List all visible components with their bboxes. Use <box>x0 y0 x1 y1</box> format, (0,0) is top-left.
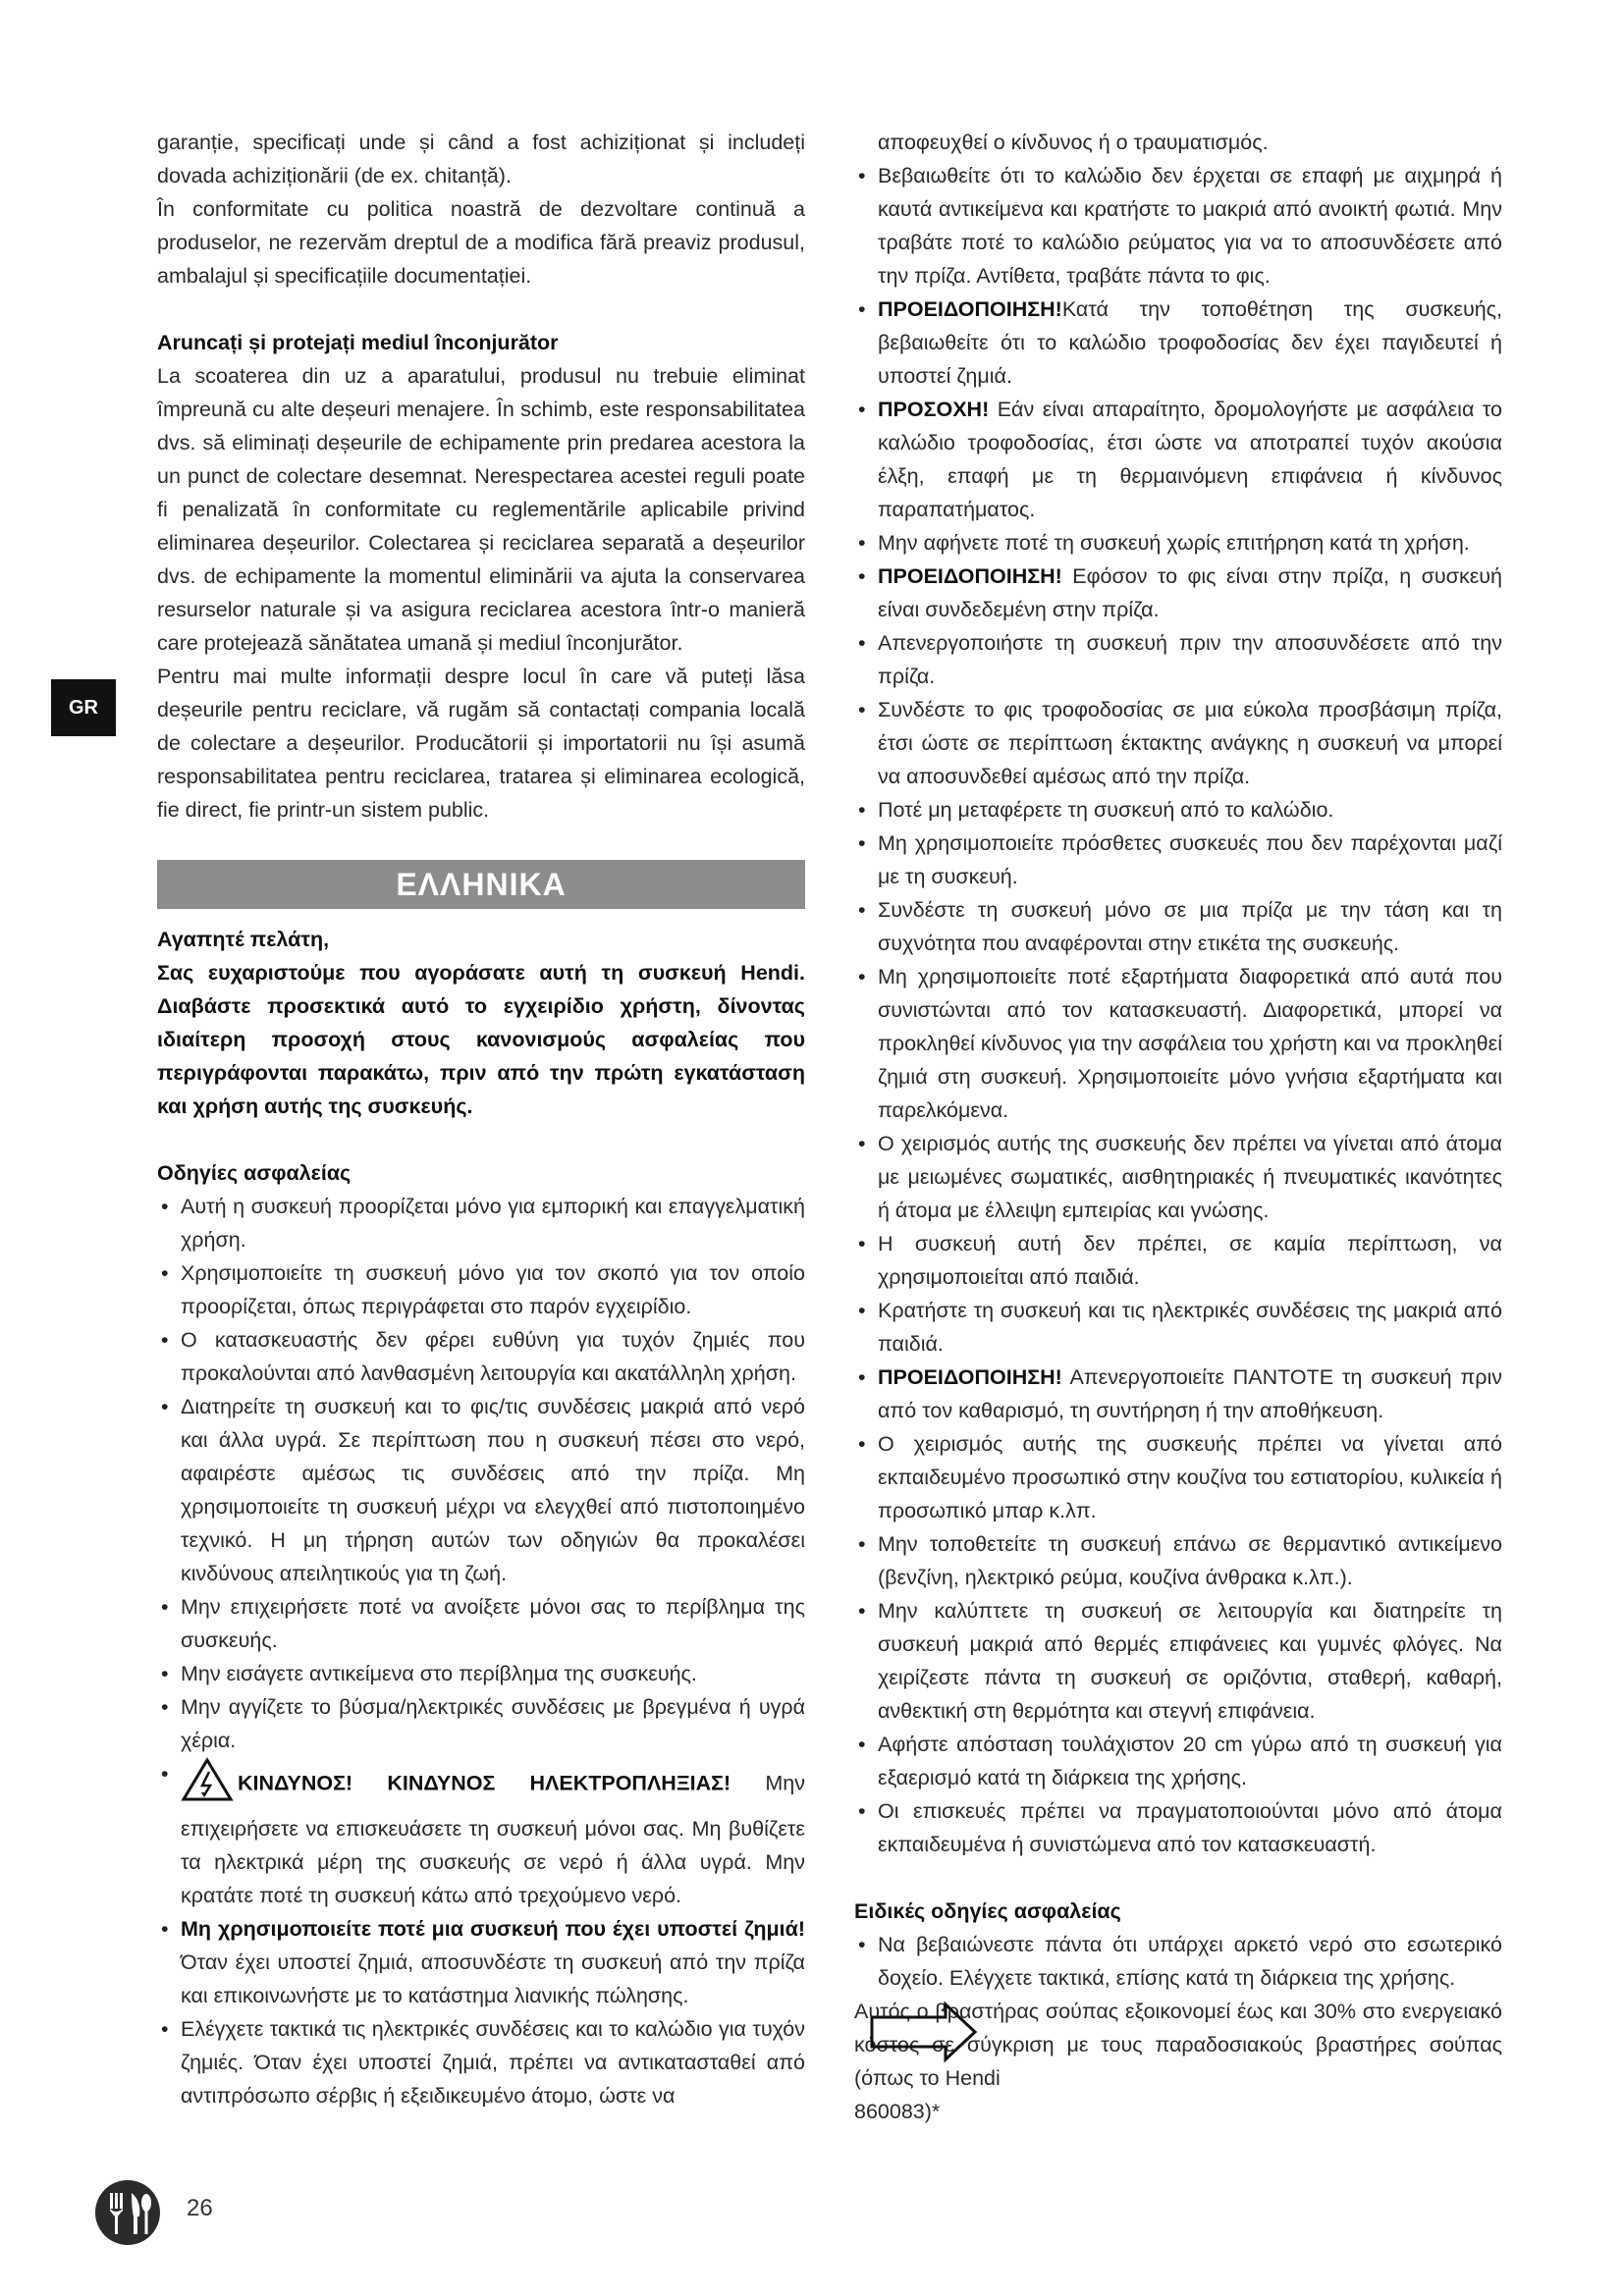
warning-text: Απενεργοποιείτε ΠΑΝΤΟΤΕ τη συσκευή πριν από τον καθαρισμό, τη συντήρηση ή την αποθήκευση. <box>878 1365 1502 1422</box>
list-item: • Χρησιμοποιείτε τη συσκευή μόνο για τον σκοπό για τον οποίο προορίζεται, όπως περιγράφεται στο παρόν εγχειρίδιο. <box>157 1256 805 1323</box>
danger-label: ΚΙΝΔΥΝΟΣ! ΚΙΝΔΥΝΟΣ ΗΛΕΚΤΡΟΠΛΗΞΙΑΣ! <box>238 1771 731 1795</box>
safety-list <box>157 1190 805 2112</box>
language-section-banner: ΕΛΛΗΝΙΚΑ <box>157 860 805 909</box>
list-item: • Διατηρείτε τη συσκευή και το φις/τις συνδέσεις μακριά από νερό και άλλα υγρά. Σε περίπτωση που η συσκευή πέσει στο νερό, αφαιρέστε αμέσως τις συνδέσεις από την πρίζα. Μη χρησιμοποιείτε τη συσκευή μέχρι να ελεγχθεί από πιστοποιημένο τεχνικό. Η μη τήρηση αυτών των οδηγιών θα προκαλέσει κινδύνους απειλητικούς για τη ζωή. <box>157 1390 805 1590</box>
continued-text: αποφευχθεί ο κίνδυνος ή ο τραυματισμός. <box>878 131 1269 154</box>
list-item: • Μην αφήνετε ποτέ τη συσκευή χωρίς επιτήρηση κατά τη χρήση. <box>854 526 1502 560</box>
model-reference: 860083)* <box>854 2100 941 2123</box>
special-safety-heading: Ειδικές οδηγίες ασφαλείας <box>854 1899 1121 1923</box>
warning-text: Εφόσον το φις είναι στην πρίζα, η συσκευή είναι συνδεδεμένη στην πρίζα. <box>878 564 1502 621</box>
list-item-danger <box>157 1757 805 1912</box>
list-item <box>157 1912 805 2012</box>
left-column <box>157 126 805 2112</box>
page-number: 26 <box>187 2195 213 2221</box>
list-item: • Οι επισκευές πρέπει να πραγματοποιούνται μόνο από άτομα εκπαιδευμένα ή συνιστώμενα από τον κατασκευαστή. <box>854 1794 1502 1861</box>
list-item: • Η συσκευή αυτή δεν πρέπει, σε καμία περίπτωση, να χρησιμοποιείται από παιδιά. <box>854 1227 1502 1294</box>
caution-label: ΠΡΟΣΟΧΗ! <box>878 398 990 421</box>
ro-paragraph-warranty: garanție, specificați unde și când a fost achiziționat și includeți dovada achiziționării (de ex. chitanță). <box>157 131 805 187</box>
list-item <box>854 393 1502 526</box>
list-item: • Συνδέστε το φις τροφοδοσίας σε μια εύκολα προσβάσιμη πρίζα, έτσι ώστε σε περίπτωση έκτακτης ανάγκης η συσκευή να μπορεί να αποσυνδεθεί αμέσως από την πρίζα. <box>854 693 1502 793</box>
list-item: • Κρατήστε τη συσκευή και τις ηλεκτρικές συνδέσεις της μακριά από παιδιά. <box>854 1294 1502 1361</box>
list-item: • Αυτή η συσκευή προορίζεται μόνο για εμπορική και επαγγελματική χρήση. <box>157 1190 805 1256</box>
damaged-device-label: Μη χρησιμοποιείτε ποτέ μια συσκευή που έχει υποστεί ζημιά! <box>181 1917 805 1941</box>
danger-text: Μην επιχειρήσετε να επισκευάσετε τη συσκευή μόνοι σας. Μη βυθίζετε τα ηλεκτρικά μέρη της συσκευής σε νερό ή άλλα υγρά. Μην κρατάτε ποτέ τη συσκευή κάτω από τρεχούμενο νερό. <box>181 1771 806 1907</box>
safety-list-continued <box>854 159 1502 1861</box>
list-item: • Μην εισάγετε αντικείμενα στο περίβλημα της συσκευής. <box>157 1657 805 1690</box>
energy-saving-note <box>854 1995 1502 2095</box>
damaged-device-text: Όταν έχει υποστεί ζημιά, αποσυνδέστε τη συσκευή από την πρίζα και επικοινωνήστε με το κατάστημα λιανικής πώλησης. <box>181 1950 805 2007</box>
warning-label: ΠΡΟΕΙΔΟΠΟΙΗΣΗ! <box>878 564 1062 588</box>
list-item: • Μην τοποθετείτε τη συσκευή επάνω σε θερμαντικό αντικείμενο (βενζίνη, ηλεκτρικό ρεύμα, κουζίνα άνθρακα κ.λπ.). <box>854 1527 1502 1594</box>
intro-paragraph: Σας ευχαριστούμε που αγοράσατε αυτή τη συσκευή Hendi. Διαβάστε προσεκτικά αυτό το εγχειρίδιο χρήστη, δίνοντας ιδιαίτερη προσοχή στους κανονισμούς ασφαλείας που περιγράφονται παρακάτω, πριν από την πρώτη εγκατάσταση και χρήση αυτής της συσκευής. <box>157 961 805 1118</box>
ro-disposal-heading: Aruncați și protejați mediul înconjurător <box>157 331 559 354</box>
warning-label: ΠΡΟΕΙΔΟΠΟΙΗΣΗ! <box>878 297 1062 321</box>
list-item: • Συνδέστε τη συσκευή μόνο σε μια πρίζα με την τάση και τη συχνότητα που αναφέρονται στην ετικέτα της συσκευής. <box>854 893 1502 960</box>
list-item: • Μη χρησιμοποιείτε πρόσθετες συσκευές που δεν παρέχονται μαζί με τη συσκευή. <box>854 827 1502 893</box>
warning-label: ΠΡΟΕΙΔΟΠΟΙΗΣΗ! <box>878 1365 1062 1389</box>
list-item: • Να βεβαιώνεστε πάντα ότι υπάρχει αρκετό νερό στο εσωτερικό δοχείο. Ελέγχετε τακτικά, επίσης κατά τη διάρκεια της χρήσης. <box>854 1928 1502 1995</box>
list-item: • Ο χειρισμός αυτής της συσκευής δεν πρέπει να γίνεται από άτομα με μειωμένες σωματικές, αισθητηριακές ή πνευματικές ικανότητες ή άτομα με έλλειψη εμπειρίας και γνώσης. <box>854 1127 1502 1227</box>
list-item: • Ο κατασκευαστής δεν φέρει ευθύνη για τυχόν ζημιές που προκαλούνται από λανθασμένη λειτουργία και ακατάλληλη χρήση. <box>157 1323 805 1390</box>
list-item: • Απενεργοποιήστε τη συσκευή πριν την αποσυνδέσετε από την πρίζα. <box>854 626 1502 693</box>
caution-text: Εάν είναι απαραίτητο, δρομολογήστε με ασφάλεια το καλώδιο τροφοδοσίας, έτσι ώστε να αποτραπεί τυχόν ακούσια έλξη, επαφή με τη θερμαινόμενη επιφάνεια ή κίνδυνος παραπατήματος. <box>878 398 1502 521</box>
language-tab: GR <box>51 679 116 736</box>
list-item <box>854 560 1502 626</box>
warning-text: Κατά την τοποθέτηση της συσκευής, βεβαιωθείτε ότι το καλώδιο τροφοδοσίας δεν έχει παγιδευτεί ή υποστεί ζημιά. <box>878 297 1502 388</box>
list-item: • Αφήστε απόσταση τουλάχιστον 20 cm γύρω από τη συσκευή για εξαερισμό κατά τη διάρκεια της χρήσης. <box>854 1728 1502 1794</box>
special-safety-list <box>854 1928 1502 1995</box>
list-item: • Ελέγχετε τακτικά τις ηλεκτρικές συνδέσεις και το καλώδιο για τυχόν ζημιές. Όταν έχει υποστεί ζημιά, πρέπει να αντικατασταθεί από αντιπρόσωπο σέρβις ή εξειδικευμένο άτομο, ώστε να <box>157 2012 805 2112</box>
list-item <box>854 1361 1502 1427</box>
greeting: Αγαπητέ πελάτη, <box>157 928 330 951</box>
list-item: • Μη χρησιμοποιείτε ποτέ εξαρτήματα διαφορετικά από αυτά που συνιστώνται από τον κατασκευαστή. Διαφορετικά, μπορεί να προκληθεί κίνδυνος για την ασφάλεια του χρήστη και να προκληθεί ζημιά στη συσκευή. Χρησιμοποιείτε μόνο γνήσια εξαρτήματα και παρελκόμενα. <box>854 960 1502 1127</box>
safety-heading: Οδηγίες ασφαλείας <box>157 1161 352 1185</box>
list-item: • Μην καλύπτετε τη συσκευή σε λειτουργία και διατηρείτε τη συσκευή μακριά από θερμές επιφάνειες και γυμνές φλόγες. Να χειρίζεστε πάντα τη συσκευή σε οριζόντια, σταθερή, καθαρή, ανθεκτική στη θερμότητα και στεγνή επιφάνεια. <box>854 1594 1502 1728</box>
list-item: • Μην επιχειρήσετε ποτέ να ανοίξετε μόνοι σας το περίβλημα της συσκευής. <box>157 1590 805 1657</box>
list-item: • Ο χειρισμός αυτής της συσκευής πρέπει να γίνεται από εκπαιδευμένο προσωπικό στην κουζίνα του εστιατορίου, κυλικεία ή προσωπικό μπαρ κ.λπ. <box>854 1427 1502 1527</box>
right-column <box>854 126 1502 2128</box>
arrow-right-icon <box>869 2001 979 2073</box>
ro-paragraph-disposal: La scoaterea din uz a aparatului, produsul nu trebuie eliminat împreună cu alte deșeuri menajere. În schimb, este responsabilitatea dvs. să eliminați deșeurile de echipamente prin predarea acestora la un punct de colectare desemnat. Nerespectarea acestei reguli poate fi penalizată în conformitate cu reglementările aplicabile privind eliminarea deșeurilor. Colectarea și reciclarea separată a deșeurilor dvs. de echipamente la momentul eliminării va ajuta la conservarea resurselor naturale și va asigura reciclarea acestora într-o manieră care protejează sănătatea umană și mediul înconjurător. <box>157 364 805 655</box>
list-item <box>854 293 1502 393</box>
ro-paragraph-policy: În conformitate cu politica noastră de dezvoltare continuă a produselor, ne rezervăm dreptul de a modifica fără preaviz produsul, ambalajul și specificațiile documentației. <box>157 197 805 288</box>
list-item: • Βεβαιωθείτε ότι το καλώδιο δεν έρχεται σε επαφή με αιχμηρά ή καυτά αντικείμενα και κρατήστε το μακριά από ανοικτή φωτιά. Μην τραβάτε ποτέ το καλώδιο ρεύματος για να το αποσυνδέσετε από την πρίζα. Αντίθετα, τραβάτε πάντα το φις. <box>854 159 1502 293</box>
cutlery-logo-icon <box>94 2179 161 2246</box>
list-item: • Μην αγγίζετε το βύσμα/ηλεκτρικές συνδέσεις με βρεγμένα ή υγρά χέρια. <box>157 1690 805 1757</box>
list-item: • Ποτέ μη μεταφέρετε τη συσκευή από το καλώδιο. <box>854 793 1502 827</box>
ro-paragraph-recycling: Pentru mai multe informații despre locul în care vă puteți lăsa deșeurile pentru reciclare, vă rugăm să contactați compania locală de colectare a deșeurilor. Producătorii și importatorii nu își asumă responsabilitatea pentru reciclarea, tratarea și eliminarea ecologică, fie direct, fie printr-un sistem public. <box>157 665 805 822</box>
electric-hazard-icon <box>181 1757 234 1812</box>
energy-saving-text: Αυτός ο βραστήρας σούπας εξοικονομεί έως και 30% στο ενεργειακό κόστος σε σύγκριση με τους παραδοσιακούς βραστήρες σούπας (όπως το Hendi <box>854 2000 1502 2090</box>
